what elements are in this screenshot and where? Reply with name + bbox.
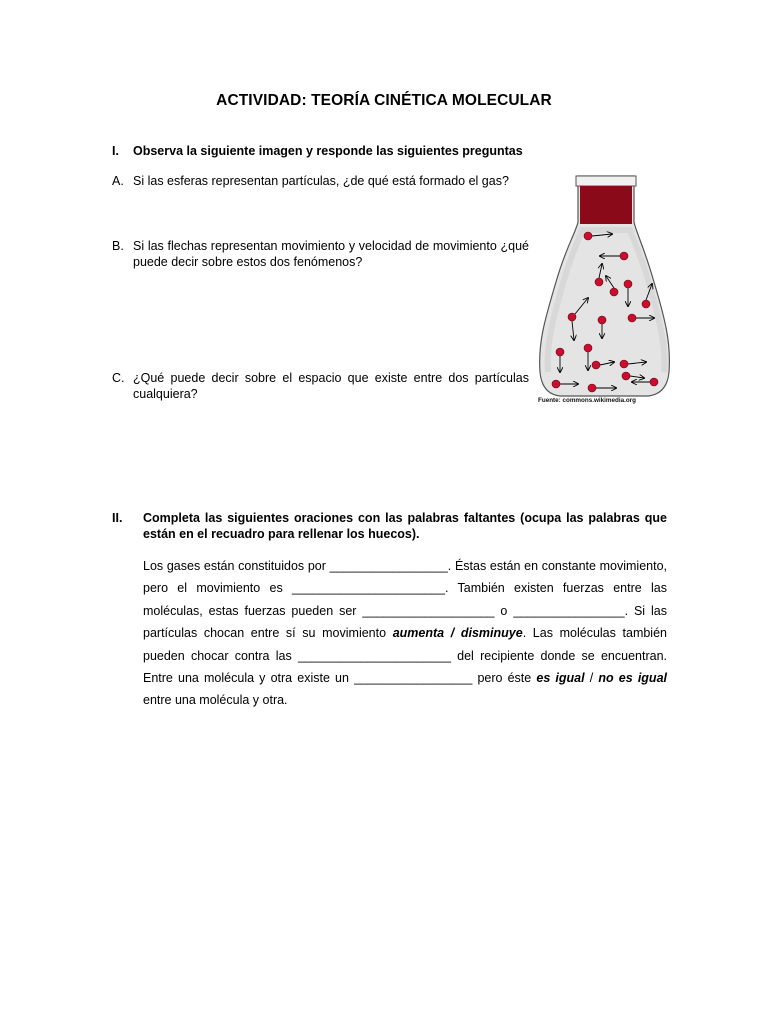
paragraph-text: entre una molécula y otra. xyxy=(143,693,288,708)
question-c-letter: C. xyxy=(112,371,125,385)
question-b-letter: B. xyxy=(112,239,124,253)
blank-3[interactable]: ___________________ xyxy=(362,603,495,618)
paragraph-text: Los gases están constituidos por xyxy=(143,559,330,573)
gas-particles-flask-image xyxy=(536,172,676,408)
blank-2[interactable]: ______________________ xyxy=(292,581,445,596)
question-c-text: ¿Qué puede decir sobre el espacio que existe entre dos partículas cualquiera? xyxy=(133,371,529,401)
blank-4[interactable]: ________________ xyxy=(513,603,625,618)
section-1-heading xyxy=(112,143,532,161)
section-1-instruction: Observa la siguiente imagen y responde las siguientes preguntas xyxy=(133,144,523,158)
blank-1[interactable]: _________________ xyxy=(329,559,448,573)
flask-illustration xyxy=(536,172,676,408)
option-aumenta-disminuye: aumenta / disminuye xyxy=(392,626,523,641)
question-b xyxy=(112,238,530,274)
option-no-es-igual: no es igual xyxy=(598,671,667,686)
question-a-letter: A. xyxy=(112,174,124,188)
paragraph-text: / xyxy=(584,671,599,686)
option-es-igual: es igual xyxy=(536,671,585,686)
paragraph-text: pero éste xyxy=(472,671,537,686)
blank-5[interactable]: ______________________ xyxy=(297,648,451,663)
paragraph-text: . También existen fuerzas entre las moléculas, estas fuerzas pueden ser xyxy=(143,581,667,618)
paragraph-text: o xyxy=(494,603,514,618)
section-2-heading xyxy=(112,510,667,544)
section-2-number: II. xyxy=(112,511,123,525)
section-1-number: I. xyxy=(112,144,119,158)
paragraph-text: del recipiente donde se encuentran. Entre una molécula y otra existe un xyxy=(143,648,668,686)
paragraph-text: . Éstas están en constante movimiento, pero el movimiento es xyxy=(143,559,668,596)
blank-6[interactable]: _________________ xyxy=(354,671,473,686)
paragraph-text: . Si las partículas chocan entre sí su movimiento xyxy=(143,603,668,641)
question-c xyxy=(112,370,530,406)
flask-rim xyxy=(576,176,636,186)
fill-in-paragraph xyxy=(143,555,667,712)
image-source-caption: Fuente: commons.wikimedia.org xyxy=(538,397,636,404)
flask-neck-liquid xyxy=(580,186,632,224)
question-b-text: Si las flechas representan movimiento y velocidad de movimiento ¿qué puede decir sobre estos dos fenómenos? xyxy=(133,239,529,269)
question-a xyxy=(112,173,530,193)
question-a-text: Si las esferas representan partículas, ¿de qué está formado el gas? xyxy=(133,174,509,188)
paragraph-text: . Las moléculas también pueden chocar contra las xyxy=(143,626,667,663)
section-2-instruction: Completa las siguientes oraciones con las palabras faltantes (ocupa las palabras que están en el recuadro para rellenar los huecos). xyxy=(143,511,667,541)
page-title: ACTIVIDAD: TEORÍA CINÉTICA MOLECULAR xyxy=(216,92,552,109)
